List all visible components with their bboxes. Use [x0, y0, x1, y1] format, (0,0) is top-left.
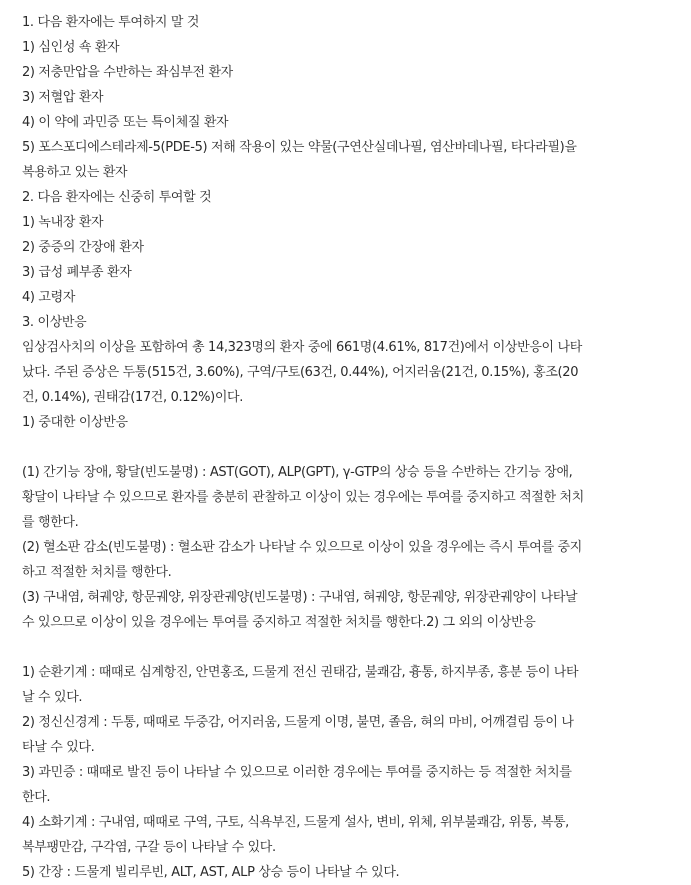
text-line: 타날 수 있다.: [22, 740, 95, 755]
text-line: 4) 소화기계 : 구내염, 때때로 구역, 구토, 식욕부진, 드물게 설사, 변비, 위체, 위부불쾌감, 위통, 복통,: [22, 815, 569, 830]
text-line: (3) 구내염, 혀궤양, 항문궤양, 위장관궤양(빈도불명) : 구내염, 혀궤양, 항문궤양, 위장관궤양이 나타날: [22, 590, 578, 605]
text-line: 5) 포스포디에스테라제-5(PDE-5) 저해 작용이 있는 약물(구연산실데나필, 염산바데나필, 타다라필)을: [22, 140, 577, 155]
text-line: 수 있으므로 이상이 있을 경우에는 투여를 중지하고 적절한 처치를 행한다.2) 그 외의 이상반응: [22, 615, 536, 630]
text-line: 2. 다음 환자에는 신중히 투여할 것: [22, 190, 212, 205]
text-line: 1) 중대한 이상반응: [22, 415, 128, 430]
text-line: 한다.: [22, 790, 51, 805]
text-line: 를 행한다.: [22, 515, 79, 530]
text-line: 날 수 있다.: [22, 690, 83, 705]
text-line: 2) 정신신경계 : 두통, 때때로 두중감, 어지러움, 드물게 이명, 불면, 졸음, 혀의 마비, 어깨결림 등이 나: [22, 715, 574, 730]
text-line: 복용하고 있는 환자: [22, 165, 128, 180]
text-line: (1) 간기능 장애, 황달(빈도불명) : AST(GOT), ALP(GPT), γ-GTP의 상승 등을 수반하는 간기능 장애,: [22, 465, 573, 480]
text-line: 1) 심인성 쇽 환자: [22, 40, 120, 55]
text-line: 임상검사치의 이상을 포함하여 총 14,323명의 환자 중에 661명(4.61%, 817건)에서 이상반응이 나타: [22, 340, 582, 355]
text-line: 1. 다음 환자에는 투여하지 말 것: [22, 15, 200, 30]
text-line: 황달이 나타날 수 있으므로 환자를 충분히 관찰하고 이상이 있는 경우에는 투여를 중지하고 적절한 처치: [22, 490, 584, 505]
text-line: 났다. 주된 증상은 두통(515건, 3.60%), 구역/구토(63건, 0.44%), 어지러움(21건, 0.15%), 홍조(20: [22, 365, 579, 380]
text-line: 3. 이상반응: [22, 315, 87, 330]
text-line: 4) 고령자: [22, 290, 76, 305]
text-line: 2) 중증의 간장애 환자: [22, 240, 144, 255]
text-line: (2) 혈소판 감소(빈도불명) : 혈소판 감소가 나타날 수 있으므로 이상이 있을 경우에는 즉시 투여를 중지: [22, 540, 582, 555]
text-line: 3) 과민증 : 때때로 발진 등이 나타날 수 있으므로 이러한 경우에는 투여를 중지하는 등 적절한 처치를: [22, 765, 572, 780]
blank-line: [22, 635, 679, 660]
text-line: 4) 이 약에 과민증 또는 특이체질 환자: [22, 115, 229, 130]
text-line: 1) 순환기계 : 때때로 심계항진, 안면홍조, 드물게 전신 권태감, 불쾌감, 흉통, 하지부종, 흥분 등이 나타: [22, 665, 579, 680]
text-line: 복부팽만감, 구각염, 구갈 등이 나타날 수 있다.: [22, 840, 276, 855]
text-line: 3) 급성 폐부종 환자: [22, 265, 132, 280]
text-line: 건, 0.14%), 권태감(17건, 0.12%)이다.: [22, 390, 244, 405]
blank-line: [22, 435, 679, 460]
text-line: 하고 적절한 처치를 행한다.: [22, 565, 172, 580]
text-line: 2) 저충만압을 수반하는 좌심부전 환자: [22, 65, 233, 80]
text-line: 3) 저혈압 환자: [22, 90, 104, 105]
text-line: 5) 간장 : 드물게 빌리루빈, ALT, AST, ALP 상승 등이 나타날 수 있다.: [22, 865, 400, 880]
text-line: 1) 녹내장 환자: [22, 215, 104, 230]
